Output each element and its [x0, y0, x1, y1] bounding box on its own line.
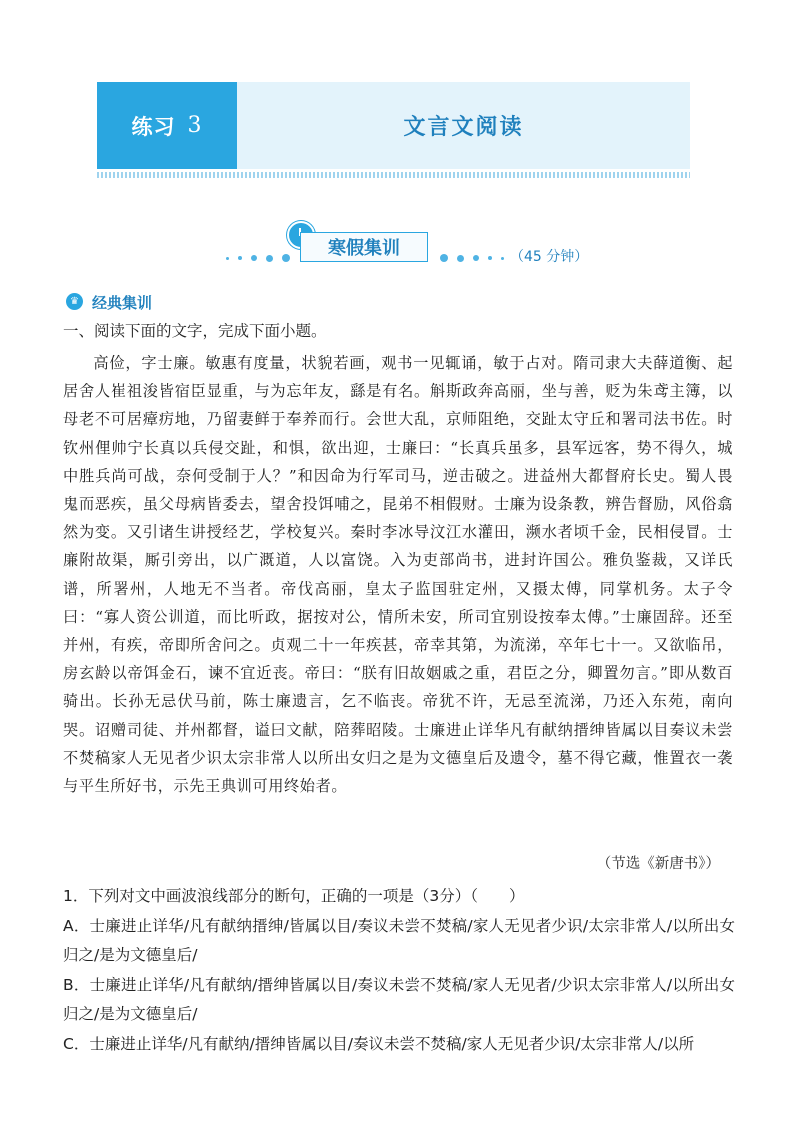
dot	[473, 255, 479, 261]
time-note: （45 分钟）	[510, 249, 589, 265]
reading-passage: 高俭，字士廉。敏惠有度量，状貌若画，观书一见辄诵，敏于占对。隋司隶大夫薛道衡、起居舍人崔祖浚皆宿臣显重，与为忘年友，繇是有名。斛斯政奔高丽，坐与善，贬为朱鸢主簿，以母老不可居瘴疠地，乃留妻鲜于奉养而行。会世大乱，京师阻绝，交趾太守丘和署司法书佐。时钦州俚帅宁长真以兵侵交趾，和惧，欲出迎，士廉曰：“长真兵虽多，县军远客，势不得久，城中胜兵尚可战，奈何受制于人？”和因命为行军司马，逆击破之。进益州大都督府长史。蜀人畏鬼而恶疾，虽父母病皆委去，望舍投饵哺之，昆弟不相假财。士廉为设条教，辨告督励，风俗翕然为变。又引诸生讲授经艺，学校复兴。秦时李冰导汶江水灌田，濒水者顷千金，民相侵冒。士廉附故渠，厮引旁出，以广溉道，人以富饶。入为吏部尚书，进封许国公。雅负鉴裁，又详氏谱，所署州，人地无不当者。帝伐高丽，皇太子监国驻定州，又摄太傅，同掌机务。太子令曰：“寡人资公训道，而比听政，据按对公，情所未安，所司宜别设按奉太傅。”士廉固辞。还至并州，有疾，帝即所舍问之。贞观二十一年疾甚，帝幸其第，为流涕，卒年七十一。又欲临吊，房玄龄以帝饵金石，谏不宜近丧。帝曰：“朕有旧故姻戚之重，君臣之分，卿置勿言。”即从数百骑出。长孙无忌伏马前，陈士廉遗言，乞不临丧。帝犹不许，无忌至流涕，乃还入东苑，南向哭。诏赠司徒、并州都督，谥曰文献，陪葬昭陵。士廉进止详华凡有献纳搢绅皆属以目奏议未尝不焚稿家人无见者少识太宗非常人以所出女归之是为文德皇后及遗令，墓不得它藏，惟置衣一袭与平生所好书，示先王典训可用终始者。	[63, 354, 733, 796]
dot	[488, 256, 492, 260]
option-b[interactable]: B．士廉进止详华/凡有献纳/搢绅皆属以目/奏议未尝不焚稿/家人无见者/少识太宗非常人/以所出女归之/是为文德皇后/	[63, 975, 735, 1023]
subheading: 经典集训	[92, 294, 153, 312]
exercise-label-block	[97, 82, 237, 169]
question-stem: 1．下列对文中画波浪线部分的断句，正确的一项是（3分）（ ）	[63, 887, 525, 905]
exercise-label: 练习	[131, 114, 176, 139]
page-title: 文言文阅读	[403, 115, 524, 140]
dot	[457, 255, 464, 262]
dot	[251, 255, 257, 261]
dot	[501, 257, 504, 260]
option-a[interactable]: A．士廉进止详华/凡有献纳搢绅/皆属以目/奏议未尝不焚稿/家人无见者少识/太宗非常人/以所出女归之/是为文德皇后/	[63, 916, 735, 964]
section-badge: 寒假集训	[300, 232, 428, 262]
dot	[226, 257, 229, 260]
header-divider	[97, 172, 690, 178]
dot	[266, 255, 273, 262]
dot	[440, 254, 448, 262]
header-banner	[97, 82, 690, 169]
option-c[interactable]: C．士廉进止详华/凡有献纳/搢绅皆属以目/奏议未尝不焚稿/家人无见者少识/太宗非常人/以所	[63, 1034, 695, 1053]
passage-source: （节选《新唐书》）	[596, 856, 720, 872]
decor-dots-left	[226, 254, 290, 262]
exercise-number: 3	[187, 113, 203, 138]
question-intro: 一、阅读下面的文字，完成下面小题。	[63, 322, 327, 340]
decor-dots-right	[440, 254, 504, 262]
dot	[238, 256, 242, 260]
question-1	[63, 882, 735, 1059]
trophy-icon: ♛	[66, 293, 83, 310]
dot	[282, 254, 290, 262]
